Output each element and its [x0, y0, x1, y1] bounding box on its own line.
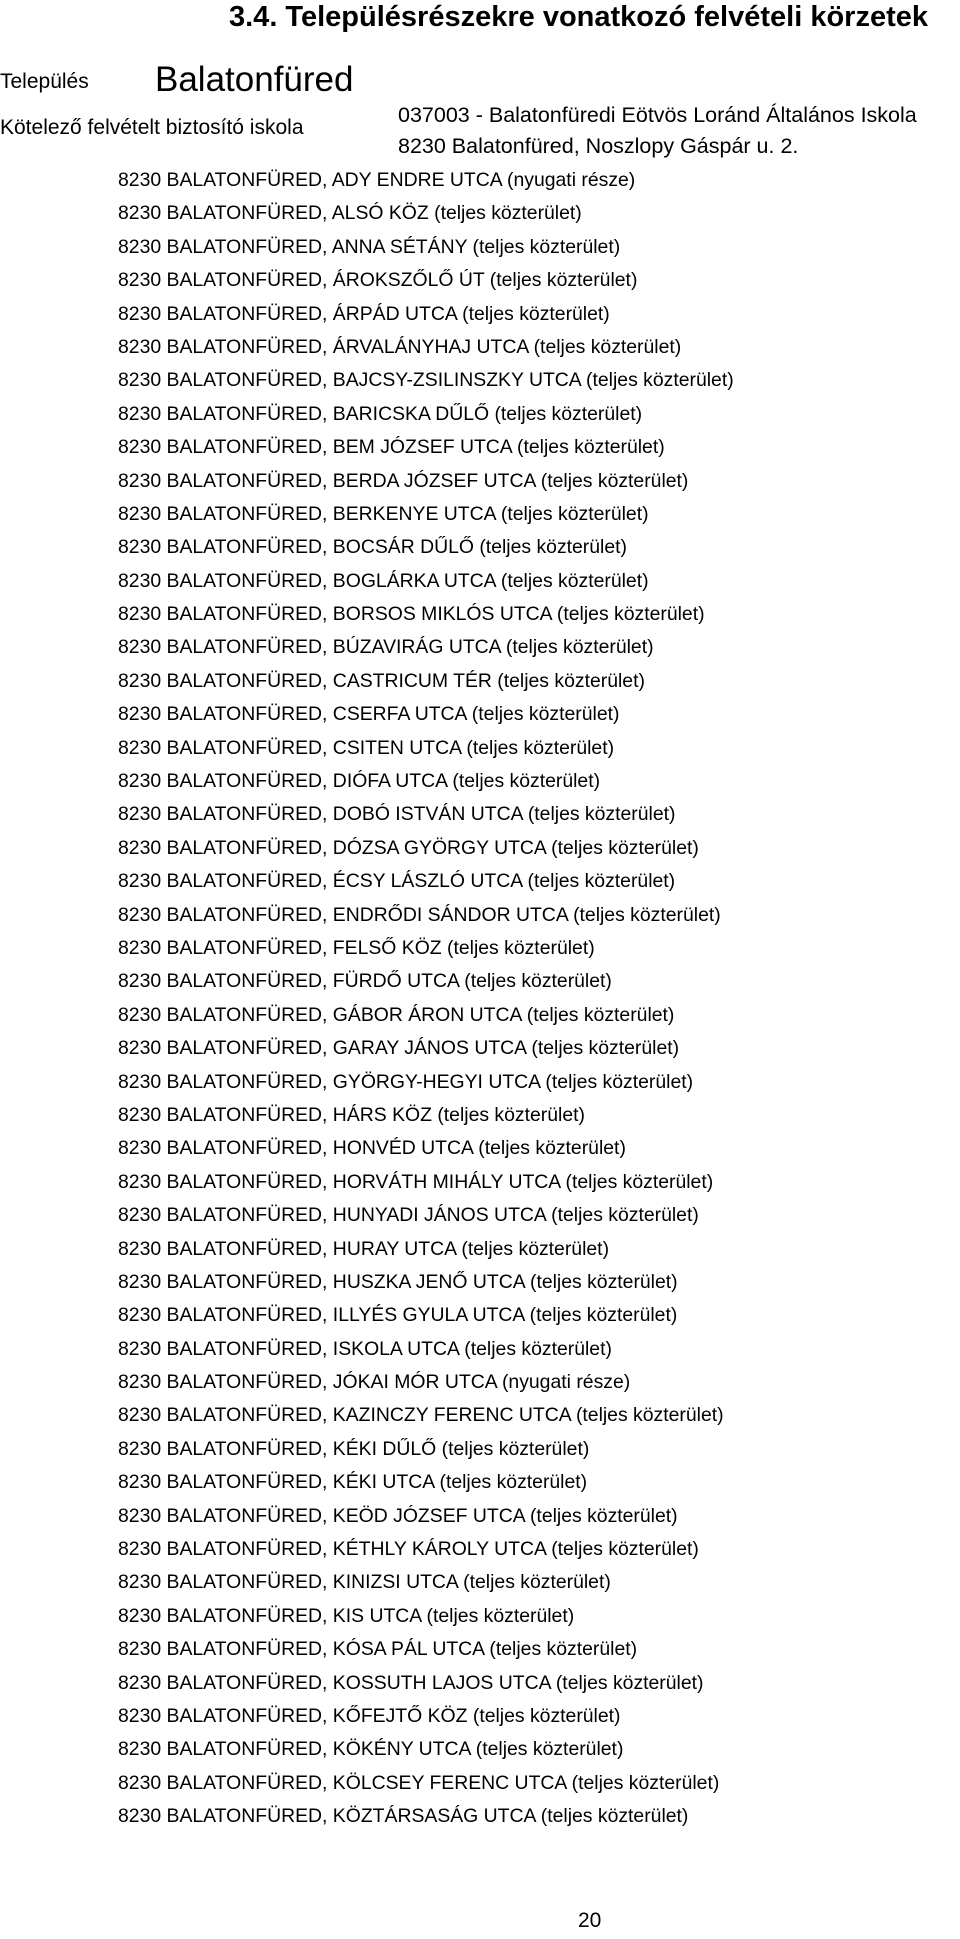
page-number: 20 [578, 1909, 602, 1932]
street-item: 8230 BALATONFÜRED, DIÓFA UTCA (teljes közterület) [118, 770, 601, 793]
street-item: 8230 BALATONFÜRED, KÖZTÁRSASÁG UTCA (teljes közterület) [118, 1805, 689, 1828]
school-address: 8230 Balatonfüred, Noszlopy Gáspár u. 2. [398, 134, 799, 158]
section-title: 3.4. Településrészekre vonatkozó felvételi körzetek [229, 1, 929, 33]
street-item: 8230 BALATONFÜRED, BÚZAVIRÁG UTCA (teljes közterület) [118, 636, 654, 659]
street-item: 8230 BALATONFÜRED, KÉKI DŰLŐ (teljes közterület) [118, 1437, 590, 1460]
street-list [118, 164, 734, 1834]
street-item: 8230 BALATONFÜRED, KÉKI UTCA (teljes közterület) [118, 1471, 588, 1494]
street-item: 8230 BALATONFÜRED, HÁRS KÖZ (teljes közterület) [118, 1103, 585, 1126]
street-item: 8230 BALATONFÜRED, HORVÁTH MIHÁLY UTCA (teljes közterület) [118, 1170, 714, 1193]
street-item: 8230 BALATONFÜRED, KAZINCZY FERENC UTCA (teljes közterület) [118, 1404, 724, 1427]
street-item: 8230 BALATONFÜRED, ISKOLA UTCA (teljes közterület) [118, 1337, 612, 1360]
street-item: 8230 BALATONFÜRED, KIS UTCA (teljes közterület) [118, 1604, 575, 1627]
street-item: 8230 BALATONFÜRED, ANNA SÉTÁNY (teljes közterület) [118, 235, 621, 258]
street-item: 8230 BALATONFÜRED, FÜRDŐ UTCA (teljes közterület) [118, 970, 612, 993]
school-name: 037003 - Balatonfüredi Eötvös Loránd Általános Iskola [398, 103, 917, 127]
street-item: 8230 BALATONFÜRED, DOBÓ ISTVÁN UTCA (teljes közterület) [118, 803, 676, 826]
street-item: 8230 BALATONFÜRED, KÖLCSEY FERENC UTCA (teljes közterület) [118, 1771, 720, 1794]
street-item: 8230 BALATONFÜRED, CSERFA UTCA (teljes közterület) [118, 703, 620, 726]
settlement-label: Település [0, 70, 89, 93]
street-item: 8230 BALATONFÜRED, FELSŐ KÖZ (teljes közterület) [118, 936, 595, 959]
street-item: 8230 BALATONFÜRED, CSITEN UTCA (teljes közterület) [118, 736, 615, 759]
street-item: 8230 BALATONFÜRED, HURAY UTCA (teljes közterület) [118, 1237, 610, 1260]
street-item: 8230 BALATONFÜRED, BOGLÁRKA UTCA (teljes közterület) [118, 569, 649, 592]
street-item: 8230 BALATONFÜRED, BAJCSY-ZSILINSZKY UTCA (teljes közterület) [118, 369, 734, 392]
street-item: 8230 BALATONFÜRED, KEÖD JÓZSEF UTCA (teljes közterület) [118, 1504, 678, 1527]
street-item: 8230 BALATONFÜRED, KINIZSI UTCA (teljes közterület) [118, 1571, 611, 1594]
street-item: 8230 BALATONFÜRED, KÓSA PÁL UTCA (teljes közterület) [118, 1638, 638, 1661]
street-item: 8230 BALATONFÜRED, KŐFEJTŐ KÖZ (teljes közterület) [118, 1704, 621, 1727]
street-item: 8230 BALATONFÜRED, KÉTHLY KÁROLY UTCA (teljes közterület) [118, 1538, 699, 1561]
street-item: 8230 BALATONFÜRED, BERDA JÓZSEF UTCA (teljes közterület) [118, 469, 689, 492]
street-item: 8230 BALATONFÜRED, BOCSÁR DŰLŐ (teljes közterület) [118, 536, 627, 559]
street-item: 8230 BALATONFÜRED, HONVÉD UTCA (teljes közterület) [118, 1137, 626, 1160]
street-item: 8230 BALATONFÜRED, BORSOS MIKLÓS UTCA (teljes közterület) [118, 603, 705, 626]
settlement-name: Balatonfüred [155, 60, 354, 99]
street-item: 8230 BALATONFÜRED, KÖKÉNY UTCA (teljes közterület) [118, 1738, 624, 1761]
street-item: 8230 BALATONFÜRED, DÓZSA GYÖRGY UTCA (teljes közterület) [118, 836, 699, 859]
street-item: 8230 BALATONFÜRED, ADY ENDRE UTCA (nyugati része) [118, 169, 636, 191]
school-label: Kötelező felvételt biztosító iskola [0, 116, 304, 139]
street-item: 8230 BALATONFÜRED, GÁBOR ÁRON UTCA (teljes közterület) [118, 1003, 675, 1026]
street-item: 8230 BALATONFÜRED, ÁRVALÁNYHAJ UTCA (teljes közterület) [118, 335, 682, 358]
street-item: 8230 BALATONFÜRED, ILLYÉS GYULA UTCA (teljes közterület) [118, 1304, 678, 1327]
street-item: 8230 BALATONFÜRED, ÁRPÁD UTCA (teljes közterület) [118, 302, 610, 325]
street-item: 8230 BALATONFÜRED, ALSÓ KÖZ (teljes közterület) [118, 202, 582, 225]
street-item: 8230 BALATONFÜRED, BARICSKA DŰLŐ (teljes közterület) [118, 402, 643, 425]
street-item: 8230 BALATONFÜRED, JÓKAI MÓR UTCA (nyugati része) [118, 1371, 631, 1394]
street-item: 8230 BALATONFÜRED, ENDRŐDI SÁNDOR UTCA (teljes közterület) [118, 903, 721, 926]
street-item: 8230 BALATONFÜRED, ÉCSY LÁSZLÓ UTCA (teljes közterület) [118, 870, 676, 893]
street-item: 8230 BALATONFÜRED, BEM JÓZSEF UTCA (teljes közterület) [118, 436, 665, 459]
street-item: 8230 BALATONFÜRED, GARAY JÁNOS UTCA (teljes közterület) [118, 1037, 680, 1060]
street-item: 8230 BALATONFÜRED, HUNYADI JÁNOS UTCA (teljes közterület) [118, 1204, 699, 1227]
street-item: 8230 BALATONFÜRED, GYÖRGY-HEGYI UTCA (teljes közterület) [118, 1070, 694, 1093]
street-item: 8230 BALATONFÜRED, ÁROKSZŐLŐ ÚT (teljes közterület) [118, 269, 638, 292]
street-item: 8230 BALATONFÜRED, CASTRICUM TÉR (teljes közterület) [118, 669, 645, 692]
street-item: 8230 BALATONFÜRED, HUSZKA JENŐ UTCA (teljes közterület) [118, 1270, 678, 1293]
street-item: 8230 BALATONFÜRED, KOSSUTH LAJOS UTCA (teljes közterület) [118, 1671, 704, 1694]
street-item: 8230 BALATONFÜRED, BERKENYE UTCA (teljes közterület) [118, 502, 649, 525]
